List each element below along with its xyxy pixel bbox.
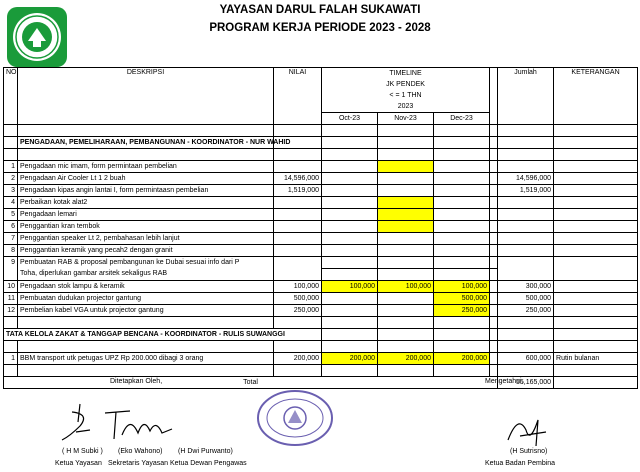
timeline-label: TIMELINE — [322, 68, 490, 80]
col-keterangan: KETERANGAN — [554, 68, 638, 125]
table-row: 1 Pengadaan mic imam, form permintaan pembelian — [4, 161, 638, 173]
table-row: 6 Penggantian kran tembok — [4, 221, 638, 233]
signature-subki — [50, 402, 100, 447]
sign3-name: (H Dwi Purwanto) — [178, 448, 233, 455]
table-row: 2 Pengadaan Air Cooler Lt 1 2 buah 14,596,000 14,596,000 — [4, 173, 638, 185]
timeline-year: 2023 — [322, 101, 490, 113]
sign3-role: Ketua Dewan Pengawas — [170, 460, 247, 467]
program-title: PROGRAM KERJA PERIODE 2023 - 2028 — [209, 22, 431, 34]
total-value: 55,165,000 — [498, 377, 554, 389]
mengetahui-label: Mengetahui, — [485, 378, 524, 385]
section-title: PENGADAAN, PEMELIHARAAN, PEMBANGUNAN - KOORDINATOR - NUR WAHID — [18, 137, 274, 149]
month-dec: Dec-23 — [434, 113, 490, 125]
table-row: 5 Pengadaan lemari — [4, 209, 638, 221]
yayasan-stamp — [255, 388, 335, 448]
col-deskripsi: DESKRIPSI — [18, 68, 274, 125]
ditetapkan-label: Ditetapkan Oleh, — [110, 378, 163, 385]
timeline-subtitle: JK PENDEK — [322, 79, 490, 90]
table-row: 7 Penggantian speaker Lt 2, pembahasan lebih lanjut — [4, 233, 638, 245]
table-row: 11 Pembuatan dudukan projector gantung 500,000 500,000 500,000 — [4, 293, 638, 305]
sign2-name: (Eko Wahono) — [118, 448, 163, 455]
section-row — [4, 329, 638, 341]
table-row: Toha, diperlukan gambar arsitek sekaligus RAB — [4, 269, 638, 281]
sign4-role: Ketua Badan Pembina — [485, 460, 556, 467]
program-table — [3, 67, 638, 389]
total-row — [4, 377, 638, 389]
org-title: YAYASAN DARUL FALAH SUKAWATI — [219, 4, 421, 16]
table-row: 10 Pengadaan stok lampu & keramik 100,000 100,000 100,000 100,000 300,000 — [4, 281, 638, 293]
month-oct: Oct-23 — [322, 113, 378, 125]
table-row: 3 Pengadaan kipas angin lantai I, form permintaasn pembelian 1,519,000 1,519,000 — [4, 185, 638, 197]
signature-sutrisno — [500, 410, 550, 450]
table-row: 9 Pembuatan RAB & proposal pembangunan ke Dubai sesuai info dari P — [4, 257, 638, 269]
month-nov: Nov-23 — [378, 113, 434, 125]
sign2-role: Sekretaris Yayasan — [108, 460, 169, 467]
total-label: Total — [4, 377, 498, 389]
section-row — [4, 137, 638, 149]
table-row: 12 Pembelian kabel VGA untuk projector gantung 250,000 250,000 250,000 — [4, 305, 638, 317]
signature-eko — [100, 405, 175, 445]
table-row: 4 Perbaikan kotak alat2 — [4, 197, 638, 209]
col-nilai: NILAI — [274, 68, 322, 125]
sign1-name: ( H M Subki ) — [62, 448, 103, 455]
sign1-role: Ketua Yayasan — [55, 460, 102, 467]
header-row — [4, 68, 638, 80]
table-row: 8 Penggantian keramik yang pecah2 dengan granit — [4, 245, 638, 257]
table-row: 1 BBM transport utk petugas UPZ Rp 200.000 dibagi 3 orang 200,000 200,000 200,000 200,000 600,000 Rutin bulanan — [4, 353, 638, 365]
section-title: TATA KELOLA ZAKAT & TANGGAP BENCANA - KOORDINATOR - RULIS SUWANGGI — [4, 329, 322, 341]
timeline-range: < = 1 THN — [322, 90, 490, 101]
col-no: NO — [4, 68, 18, 125]
sign4-name: (H Sutrisno) — [510, 448, 548, 455]
col-jumlah: Jumlah — [498, 68, 554, 125]
